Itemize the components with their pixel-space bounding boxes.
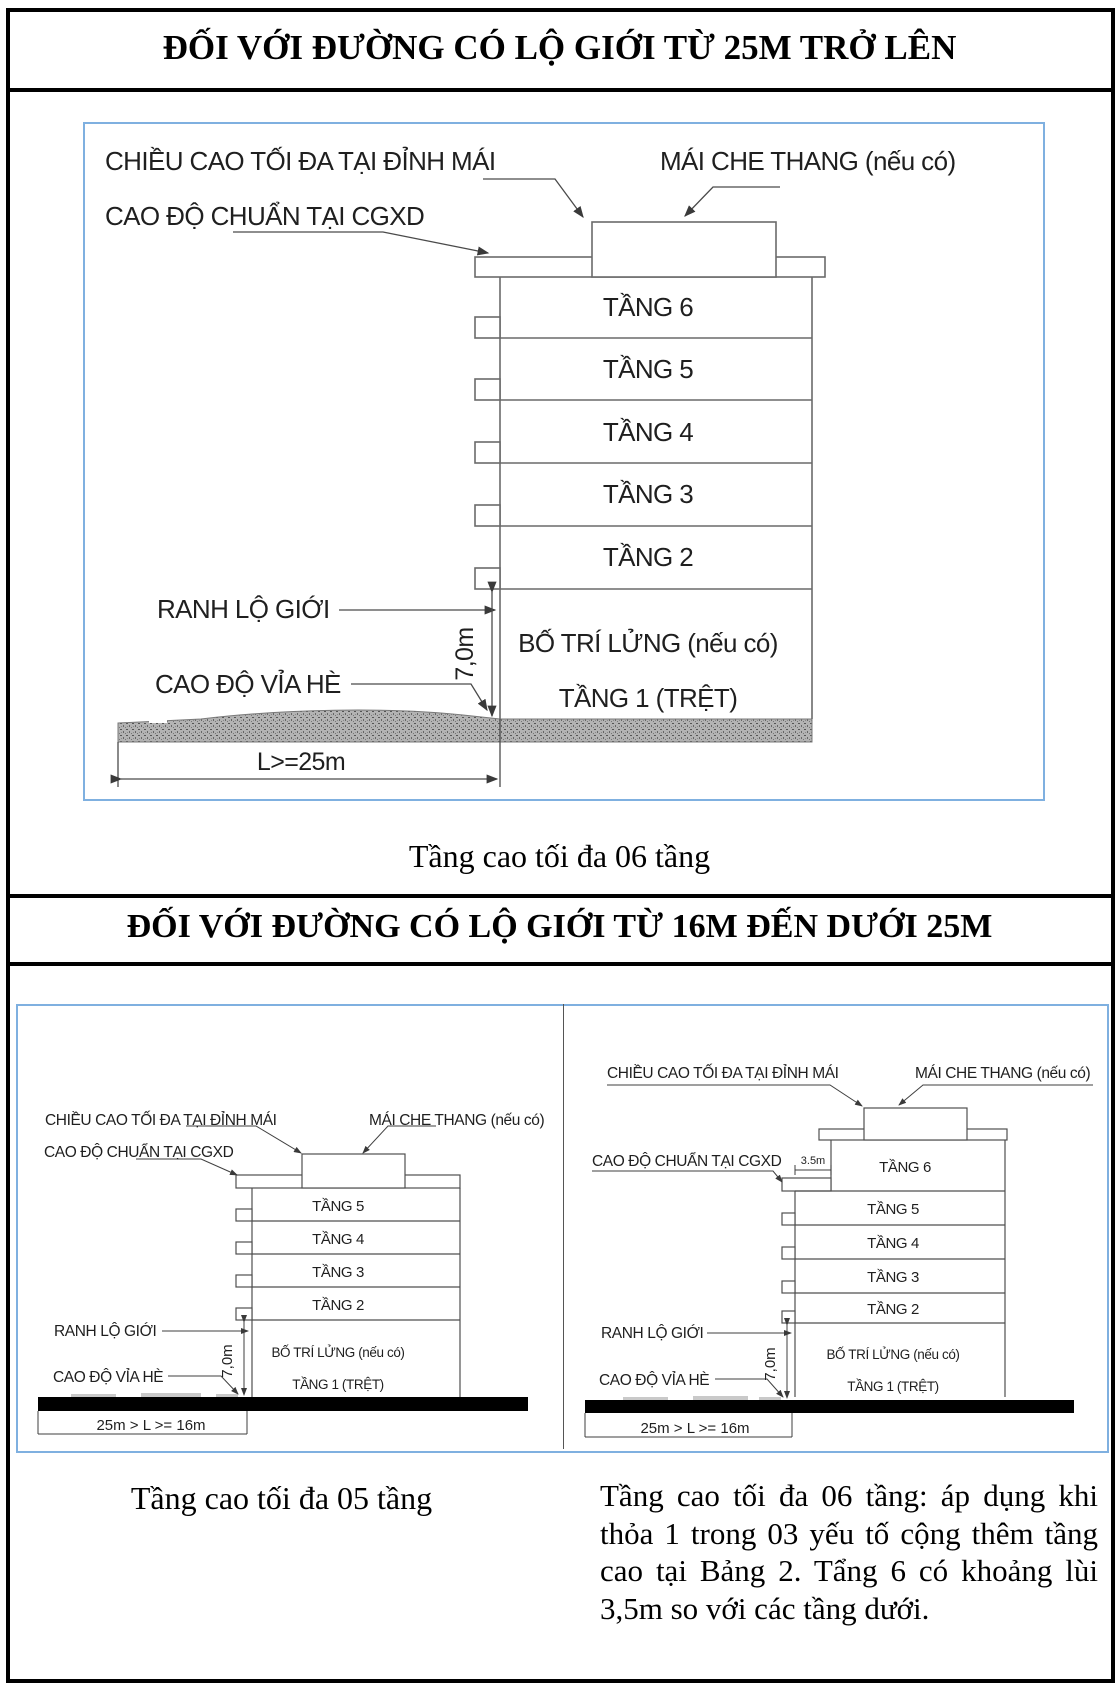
sidewalk-leader [351,684,487,710]
stair-roof-leader [899,1085,1093,1105]
height-dim-text: 7,0m [451,627,479,681]
sidewalk-bump [693,1396,748,1400]
stair-roof-leader [363,1126,436,1153]
separator-line-1 [6,88,1111,92]
sidewalk-bump [141,1393,201,1397]
mezzanine-label: BỐ TRÍ LỬNG (nếu có) [271,1345,405,1360]
floor-label-3: TẦNG 3 [312,1264,364,1281]
floor-label-5: TẦNG 5 [867,1201,919,1218]
floor-label-3: TẦNG 3 [602,479,694,509]
datum-leader [592,1171,782,1182]
row-boundary-label: RANH LỘ GIỚI [157,594,330,624]
height-dim-text: 7,0m [762,1347,779,1381]
datum-label: CAO ĐỘ CHUẨN TẠI CGXD [592,1153,782,1170]
separator-line-2 [6,894,1111,898]
section1-title: ĐỐI VỚI ĐƯỜNG CÓ LỘ GIỚI TỪ 25M TRỞ LÊN [162,28,957,67]
stair-roof-label: MÁI CHE THANG (nếu có) [369,1112,545,1129]
separator-line-3 [6,962,1111,966]
datum-label: CAO ĐỘ CHUẨN TẠI CGXD [105,201,425,231]
balcony-slab [236,1308,252,1320]
datum-leader [136,1159,237,1175]
balcony-slab [475,442,500,463]
floor-label-3: TẦNG 3 [867,1269,919,1286]
floor-label-2: TẦNG 2 [312,1297,364,1314]
section2-right-caption: Tầng cao tối đa 06 tầng: áp dụng khi thỏa 1 trong 03 yếu tố cộng thêm tầng cao tại Bảng 2. Tẩng 6 có khoảng lùi 3,5m so với các tầng dưới. [600,1478,1098,1626]
stair-roof-box [864,1108,967,1140]
section2-title: ĐỐI VỚI ĐƯỜNG CÓ LỘ GIỚI TỪ 16M ĐẾN DƯỚI 25M [126,908,993,945]
balcony-slab [782,1281,795,1293]
section1-building-diagram [83,122,1041,797]
setback-terrace-slab [782,1178,831,1191]
floor-label-2: TẦNG 2 [602,542,694,572]
stair-roof-box [302,1154,405,1188]
floor-label-6: TẦNG 6 [879,1159,931,1176]
sidewalk-notch [149,717,167,723]
ground-hatch [118,710,812,742]
datum-label: CAO ĐỘ CHUẨN TẠI CGXD [44,1144,234,1161]
width-dim-text: 25m > L >= 16m [640,1420,750,1437]
stair-roof-leader [685,187,780,216]
datum-leader [233,232,488,253]
mezzanine-label: BỐ TRÍ LỬNG (nếu có) [518,628,778,658]
floor-label-4: TẦNG 4 [312,1231,364,1248]
sidewalk-label: CAO ĐỘ VỈA HÈ [599,1372,710,1389]
floor-label-5: TẦNG 5 [602,354,694,384]
ground-floor-label: TẦNG 1 (TRỆT) [292,1377,384,1392]
balcony-slab [475,379,500,400]
ground-floor-label: TẦNG 1 (TRỆT) [558,683,738,713]
balcony-slab [782,1311,795,1323]
sidewalk-label: CAO ĐỘ VỈA HÈ [155,669,341,699]
mezzanine-label: BỐ TRÍ LỬNG (nếu có) [826,1347,960,1362]
ground-bar [585,1400,1074,1413]
height-dim-text: 7,0m [219,1344,236,1378]
balcony-slab [475,505,500,526]
balcony-slab [236,1209,252,1221]
section2-right-building-diagram [563,1004,1105,1449]
sidewalk-bump [759,1397,781,1400]
floor-label-4: TẦNG 4 [602,417,694,447]
max-height-label: CHIỀU CAO TỐI ĐA TẠI ĐỈNH MÁI [105,146,496,176]
section2-left-caption: Tầng cao tối đa 05 tầng [130,1480,433,1516]
sidewalk-bump [71,1394,116,1397]
sidewalk-leader [715,1379,783,1397]
stair-roof-box [592,222,776,277]
balcony-slab [782,1247,795,1259]
width-dim-text: L>=25m [256,748,346,776]
section2-left-building-diagram [16,1004,563,1449]
floor-label-5: TẦNG 5 [312,1198,364,1215]
sidewalk-leader [168,1376,238,1394]
section1-caption: Tầng cao tối đa 06 tầng [408,838,711,874]
sidewalk-bump [623,1397,668,1400]
floor-label-6: TẦNG 6 [602,292,694,322]
floor-label-2: TẦNG 2 [867,1301,919,1318]
sidewalk-bump [216,1394,238,1397]
max-height-leader [483,179,583,217]
max-height-leader [607,1085,862,1106]
balcony-slab [782,1213,795,1225]
balcony-slab [475,317,500,338]
sidewalk-label: CAO ĐỘ VỈA HÈ [53,1369,164,1386]
stair-roof-label: MÁI CHE THANG (nếu có) [660,146,956,176]
row-boundary-label: RANH LỘ GIỚI [601,1325,704,1342]
floor-label-4: TẦNG 4 [867,1235,919,1252]
balcony-slab [475,568,500,589]
stair-roof-label: MÁI CHE THANG (nếu có) [915,1065,1091,1082]
ground-floor-label: TẦNG 1 (TRỆT) [847,1379,939,1394]
max-height-label: CHIỀU CAO TỐI ĐA TẠI ĐỈNH MÁI [607,1065,839,1082]
max-height-label: CHIỀU CAO TỐI ĐA TẠI ĐỈNH MÁI [45,1112,277,1129]
setback-dim-text: 3.5m [800,1155,826,1167]
row-boundary-label: RANH LỘ GIỚI [54,1323,157,1340]
width-dim-text: 25m > L >= 16m [96,1417,206,1434]
ground-bar [38,1397,528,1411]
balcony-slab [236,1275,252,1287]
balcony-slab [236,1242,252,1254]
